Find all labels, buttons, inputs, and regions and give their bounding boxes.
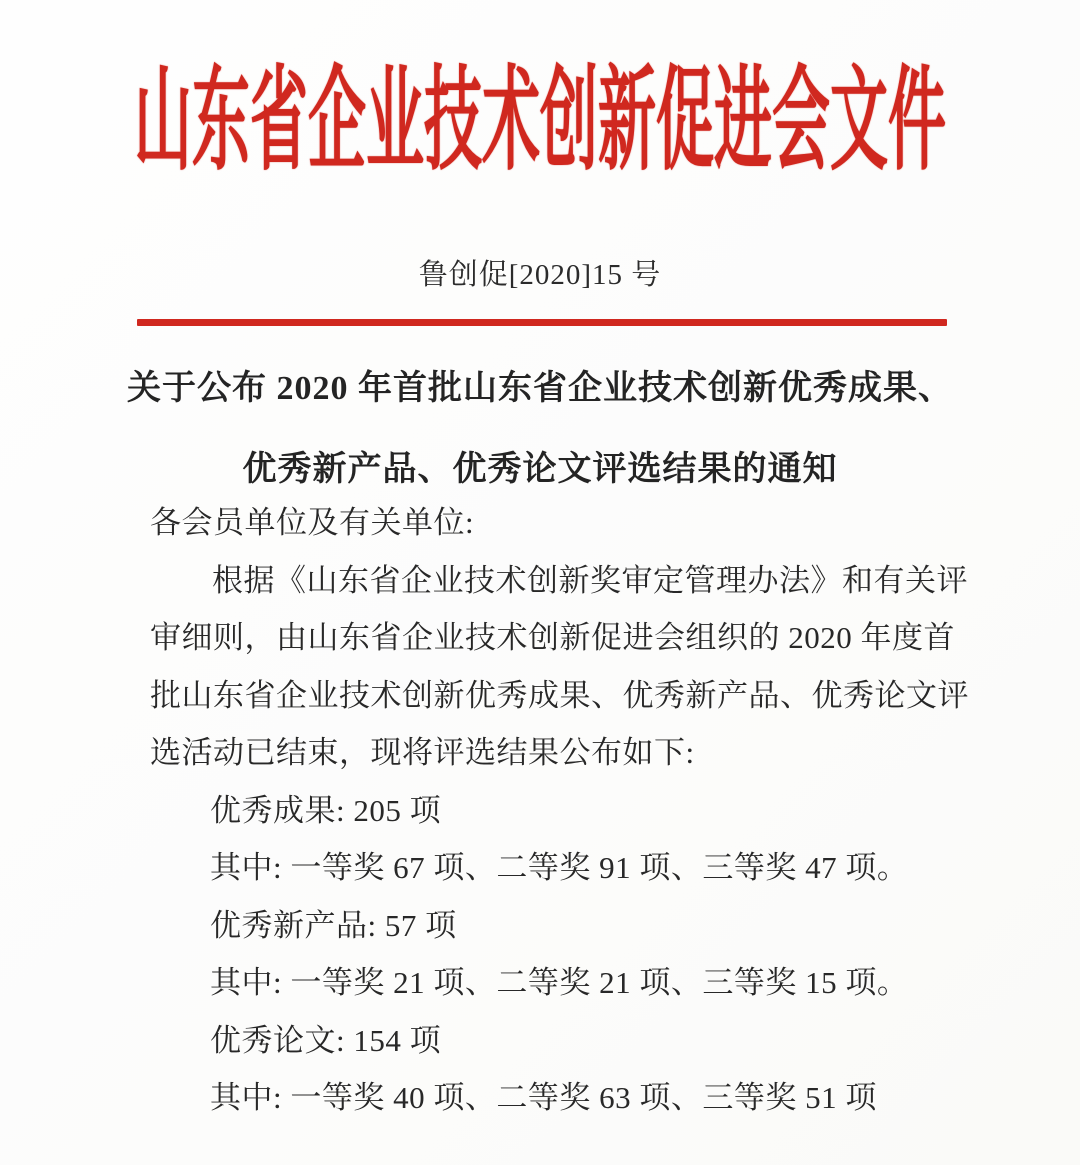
result-line-products-breakdown: 其中: 一等奖 21 项、二等奖 21 项、三等奖 15 项。 xyxy=(210,965,909,1000)
paragraph-line: 批山东省企业技术创新优秀成果、优秀新产品、优秀论文评 xyxy=(150,677,969,713)
document-number: 鲁创促[2020]15 号 xyxy=(418,259,662,291)
notice-title-line2: 优秀新产品、优秀论文评选结果的通知 xyxy=(242,451,838,488)
notice-title xyxy=(0,348,1080,510)
document-body xyxy=(150,494,969,1127)
salutation: 各会员单位及有关单位: xyxy=(150,505,475,540)
result-line-achievements-breakdown: 其中: 一等奖 67 项、二等奖 91 项、三等奖 47 项。 xyxy=(210,850,909,885)
paragraph-line: 选活动已结束，现将评选结果公布如下: xyxy=(150,735,695,770)
result-line-papers: 优秀论文: 154 项 xyxy=(210,1022,442,1058)
result-line-papers-breakdown: 其中: 一等奖 40 项、二等奖 63 项、三等奖 51 项 xyxy=(210,1080,877,1115)
result-line-outstanding-achievements: 优秀成果: 205 项 xyxy=(210,792,442,828)
letterhead-title: 山东省企业技术创新促进会文件 xyxy=(133,57,946,185)
result-line-new-products: 优秀新产品: 57 项 xyxy=(210,907,457,943)
paragraph-line: 审细则，由山东省企业技术创新促进会组织的 2020 年度首 xyxy=(150,620,955,655)
paragraph-line: 根据《山东省企业技术创新奖审定管理办法》和有关评 xyxy=(212,562,968,598)
red-divider-line xyxy=(137,319,947,326)
notice-title-line1: 关于公布 2020 年首批山东省企业技术创新优秀成果、 xyxy=(127,370,953,407)
